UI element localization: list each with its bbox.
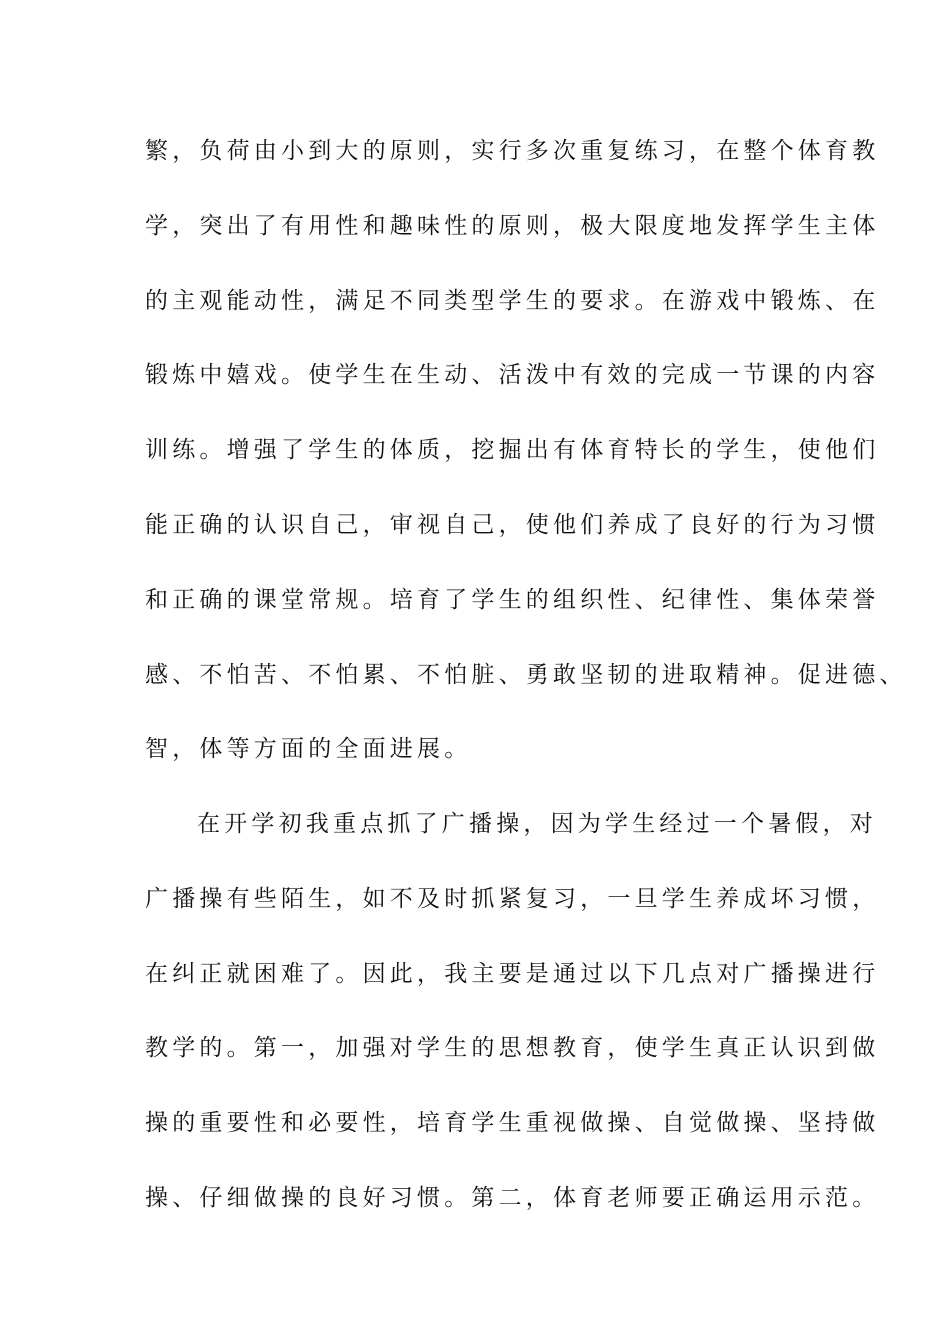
text-line: 操的重要性和必要性，培育学生重视做操、自觉做操、坚持做	[145, 1110, 880, 1136]
text-line: 的主观能动性，满足不同类型学生的要求。在游戏中锻炼、在	[145, 288, 880, 314]
text-line: 学，突出了有用性和趣味性的原则，极大限度地发挥学生主体	[145, 213, 880, 239]
text-line: 智，体等方面的全面进展。	[145, 736, 472, 762]
text-line: 训练。增强了学生的体质，挖掘出有体育特长的学生，使他们	[145, 437, 880, 463]
text-line: 感、不怕苦、不怕累、不怕脏、勇敢坚韧的进取精神。促进德、	[145, 662, 907, 688]
text-line: 操、仔细做操的良好习惯。第二，体育老师要正确运用示范。	[145, 1185, 880, 1211]
text-line: 广播操有些陌生，如不及时抓紧复习，一旦学生养成坏习惯，	[145, 886, 880, 912]
paragraph-first-line: 在开学初我重点抓了广播操，因为学生经过一个暑假，对	[197, 811, 877, 837]
text-line: 在纠正就困难了。因此，我主要是通过以下几点对广播操进行	[145, 961, 880, 987]
text-line: 教学的。第一，加强对学生的思想教育，使学生真正认识到做	[145, 1035, 880, 1061]
text-line: 锻炼中嬉戏。使学生在生动、活泼中有效的完成一节课的内容	[145, 362, 880, 388]
text-line: 能正确的认识自己，审视自己，使他们养成了良好的行为习惯	[145, 512, 880, 538]
text-line: 繁，负荷由小到大的原则，实行多次重复练习，在整个体育教	[145, 138, 880, 164]
text-line: 和正确的课堂常规。培育了学生的组织性、纪律性、集体荣誉	[145, 587, 880, 613]
